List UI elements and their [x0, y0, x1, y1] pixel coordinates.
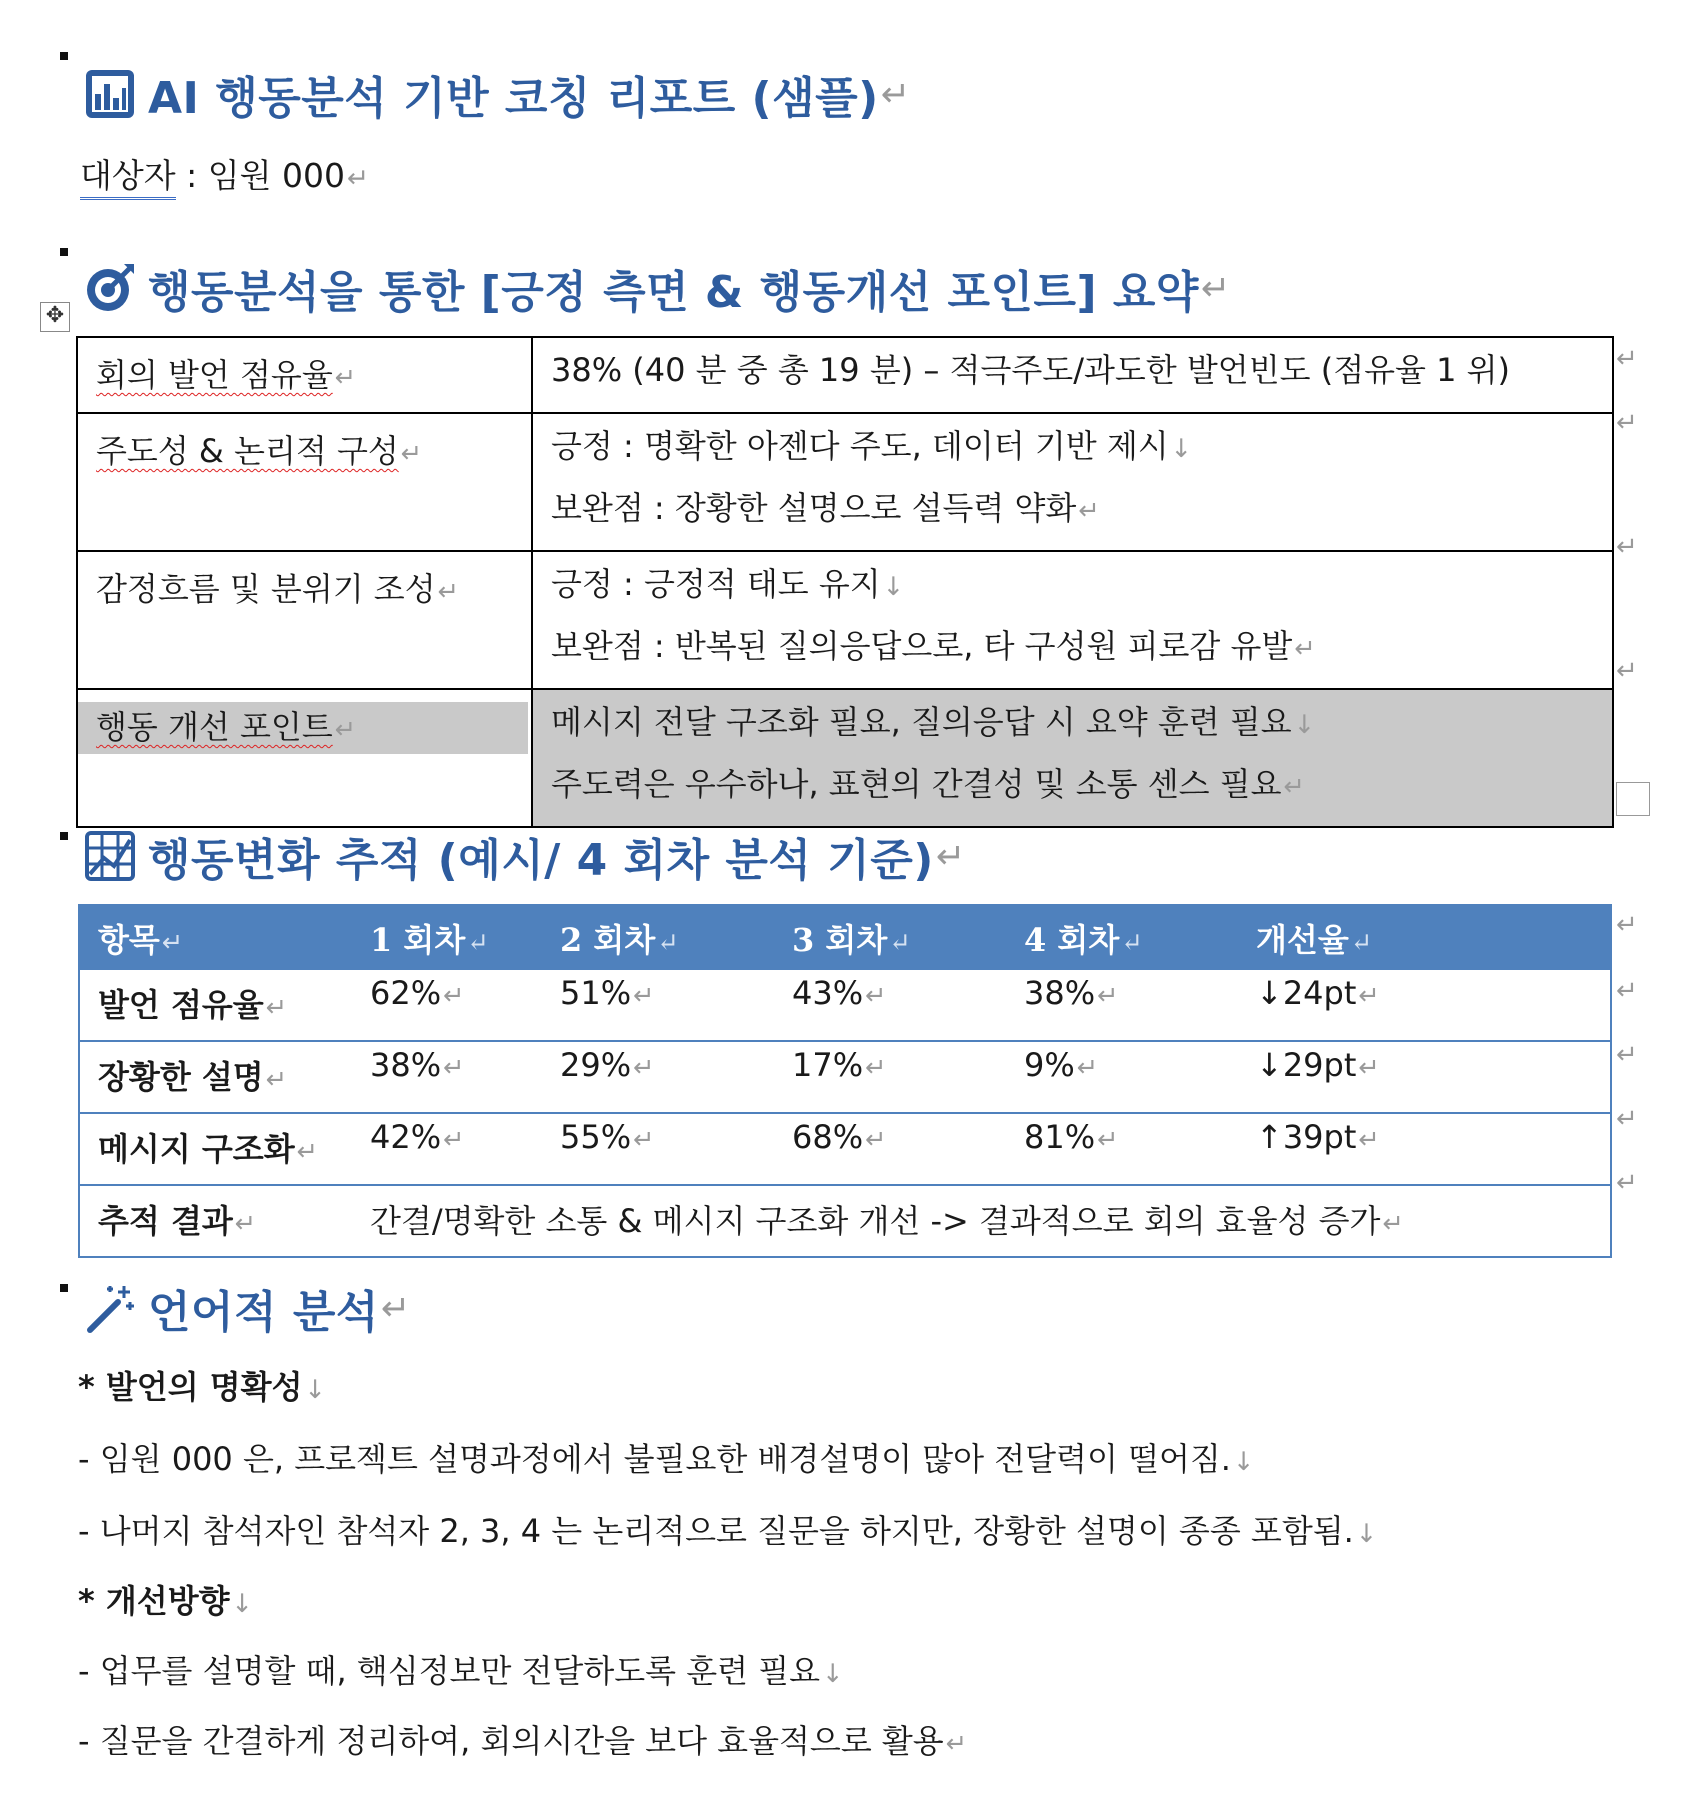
table-header-row: [79, 905, 1611, 970]
improve-title: * 개선방향↓: [78, 1582, 253, 1620]
list-item: - 나머지 참석자인 참석자 2, 3, 4 는 논리적으로 질문을 하지만, 장황한 설명이 종종 포함됨.↓: [78, 1512, 1378, 1550]
linguistic-heading: 언어적 분석 ↵: [84, 1276, 411, 1340]
row-value: 긍정 : 긍정적 태도 유지↓ 보완점 : 반복된 질의응답으로, 타 구성원 피로감 유발↵: [532, 551, 1613, 689]
table-row: [77, 337, 1613, 413]
table-cell: 43%↵: [774, 970, 1006, 1041]
column-header: 4 회차↵: [1006, 905, 1238, 970]
table-cell: 51%↵: [542, 970, 774, 1041]
table-cell: 42%↵: [352, 1113, 542, 1185]
column-header: 2 회차↵: [542, 905, 774, 970]
list-item: - 업무를 설명할 때, 핵심정보만 전달하도록 훈련 필요↓: [78, 1652, 844, 1690]
magic-wand-icon: [84, 1282, 136, 1334]
row-value: 메시지 전달 구조화 필요, 질의응답 시 요약 훈련 필요↓ 주도력은 우수하나, 표현의 간결성 및 소통 센스 필요↵: [532, 689, 1613, 827]
table-cell: 29%↵: [542, 1041, 774, 1113]
table-cell: 17%↵: [774, 1041, 1006, 1113]
row-label: 추적 결과↵: [98, 1202, 257, 1240]
bullet-mark: [60, 248, 68, 256]
grid-chart-icon: [84, 830, 136, 882]
table-cell: 38%↵: [352, 1041, 542, 1113]
row-value: 긍정 : 명확한 아젠다 주도, 데이터 기반 제시↓ 보완점 : 장황한 설명으로 설득력 약화↵: [532, 413, 1613, 551]
subject-label: 대상자: [80, 156, 176, 200]
bullet-mark: [60, 52, 68, 60]
row-end-mark: ↵: [1616, 910, 1638, 940]
list-item: - 임원 000 은, 프로젝트 설명과정에서 불필요한 배경설명이 많아 전달력이 떨어짐.↓: [78, 1440, 1255, 1478]
subject-line: 대상자 : 임원 000↵: [80, 150, 369, 197]
row-label: 회의 발언 점유율↵: [77, 337, 532, 413]
row-label: 행동 개선 포인트↵: [77, 689, 532, 827]
row-end-mark: ↵: [1616, 1104, 1638, 1134]
row-label: 주도성 & 논리적 구성↵: [77, 413, 532, 551]
table-cell: ↑39pt↵: [1238, 1113, 1611, 1185]
table-cell: 81%↵: [1006, 1113, 1238, 1185]
table-row: [77, 413, 1613, 551]
table-row: [79, 1113, 1611, 1185]
tracking-table: [78, 904, 1612, 1258]
summary-table: [76, 336, 1614, 828]
target-icon: [84, 262, 136, 314]
table-cell: ↓24pt↵: [1238, 970, 1611, 1041]
table-move-handle[interactable]: ✥: [40, 302, 70, 332]
tracking-heading: 행동변화 추적 (예시/ 4 회차 분석 기준) ↵: [84, 824, 966, 888]
table-cell: 38%↵: [1006, 970, 1238, 1041]
row-label: 감정흐름 및 분위기 조성↵: [77, 551, 532, 689]
result-text: 간결/명확한 소통 & 메시지 구조화 개선 -> 결과적으로 회의 효율성 증가↵: [370, 1202, 1404, 1240]
row-end-mark: ↵: [1616, 344, 1638, 374]
row-end-mark: ↵: [1616, 1040, 1638, 1070]
table-cell: 68%↵: [774, 1113, 1006, 1185]
row-end-mark: ↵: [1616, 976, 1638, 1006]
row-end-mark: ↵: [1616, 408, 1638, 438]
list-item: - 질문을 간결하게 정리하여, 회의시간을 보다 효율적으로 활용↵: [78, 1722, 968, 1760]
row-label: 장황한 설명↵: [79, 1041, 352, 1113]
column-header: 개선율↵: [1238, 905, 1611, 970]
summary-heading: 행동분석을 통한 [긍정 측면 & 행동개선 포인트] 요약 ↵: [84, 256, 1231, 320]
row-label: 발언 점유율↵: [79, 970, 352, 1041]
row-value: 38% (40 분 중 총 19 분) – 적극주도/과도한 발언빈도 (점유율 1 위): [532, 337, 1613, 413]
table-cell: 55%↵: [542, 1113, 774, 1185]
bullet-mark: [60, 1284, 68, 1292]
row-end-mark: ↵: [1616, 532, 1638, 562]
row-label: 메시지 구조화↵: [79, 1113, 352, 1185]
clarity-title: * 발언의 명확성↓: [78, 1368, 326, 1406]
row-end-mark: ↵: [1616, 1168, 1638, 1198]
table-cell: ↓29pt↵: [1238, 1041, 1611, 1113]
column-header: 3 회차↵: [774, 905, 1006, 970]
table-cell: 62%↵: [352, 970, 542, 1041]
column-header: 1 회차↵: [352, 905, 542, 970]
table-row: [79, 1185, 1611, 1257]
bar-chart-icon: [84, 68, 136, 120]
report-title: AI 행동분석 기반 코칭 리포트 (샘플) ↵: [84, 62, 911, 126]
column-header: 항목↵: [79, 905, 352, 970]
table-row: [77, 689, 1613, 827]
table-cell: 9%↵: [1006, 1041, 1238, 1113]
row-end-mark: ↵: [1616, 656, 1638, 686]
table-row: [79, 970, 1611, 1041]
bullet-mark: [60, 832, 68, 840]
subject-value: : 임원 000: [186, 156, 345, 195]
table-row: [77, 551, 1613, 689]
table-resize-handle[interactable]: [1616, 782, 1650, 816]
table-row: [79, 1041, 1611, 1113]
